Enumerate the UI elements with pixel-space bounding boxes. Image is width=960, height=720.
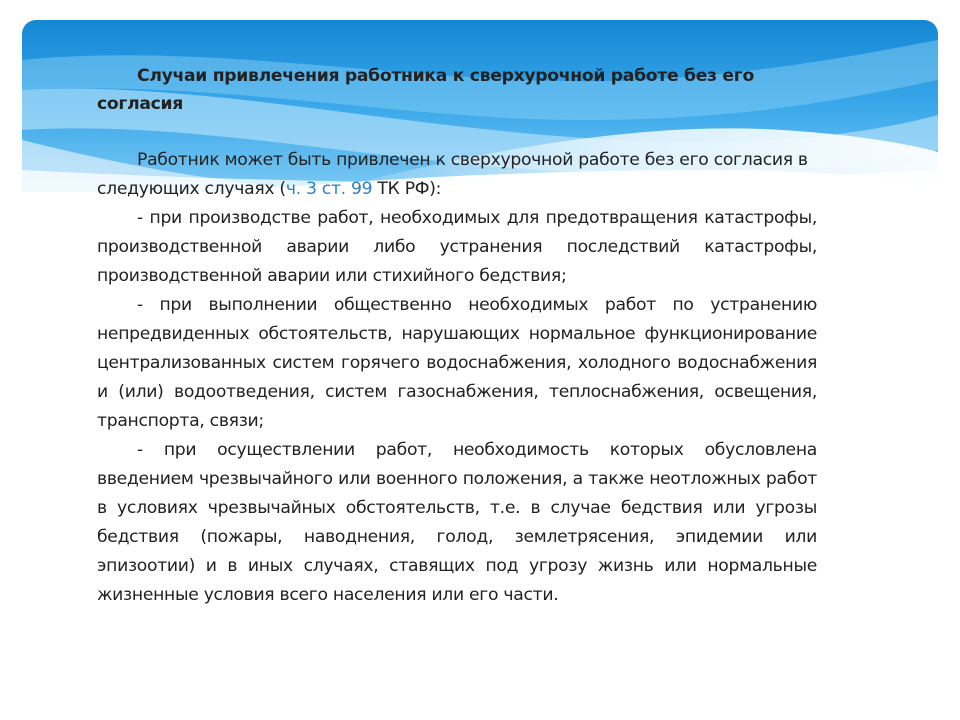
slide-content [97, 62, 817, 610]
case-item-1: - при производстве работ, необходимых для предотвращения катастрофы, производственной аварии либо устранения последствий катастрофы, производственной аварии или стихийного бедствия; [97, 208, 817, 286]
law-reference-link[interactable]: ч. 3 ст. 99 [285, 179, 373, 199]
slide-title: Случаи привлечения работника к сверхурочной работе без его согласия [97, 66, 754, 114]
case-item-2: - при выполнении общественно необходимых работ по устранению непредвиденных обстоятельств, нарушающих нормальное функционирование централизованных систем горячего водоснабжения, холодного водоснабжения и (или) водоотведения, систем газоснабжения, теплоснабжения, освещения, транспорта, связи; [97, 295, 817, 431]
intro-text-after: ТК РФ): [372, 179, 442, 199]
case-item-3: - при осуществлении работ, необходимость которых обусловлена введением чрезвычайного или военного положения, а также неотложных работ в условиях чрезвычайных обстоятельств, т.е. в случае бедствия или угрозы бедствия (пожары, наводнения, голод, землетрясения, эпидемии или эпизоотии) и в иных случаях, ставящих под угрозу жизнь или нормальные жизненные условия всего населения или его части. [97, 440, 817, 605]
intro-text-before: Работник может быть привлечен к сверхурочной работе без его согласия в следующих случаях ( [97, 150, 808, 199]
intro-paragraph [97, 146, 817, 204]
